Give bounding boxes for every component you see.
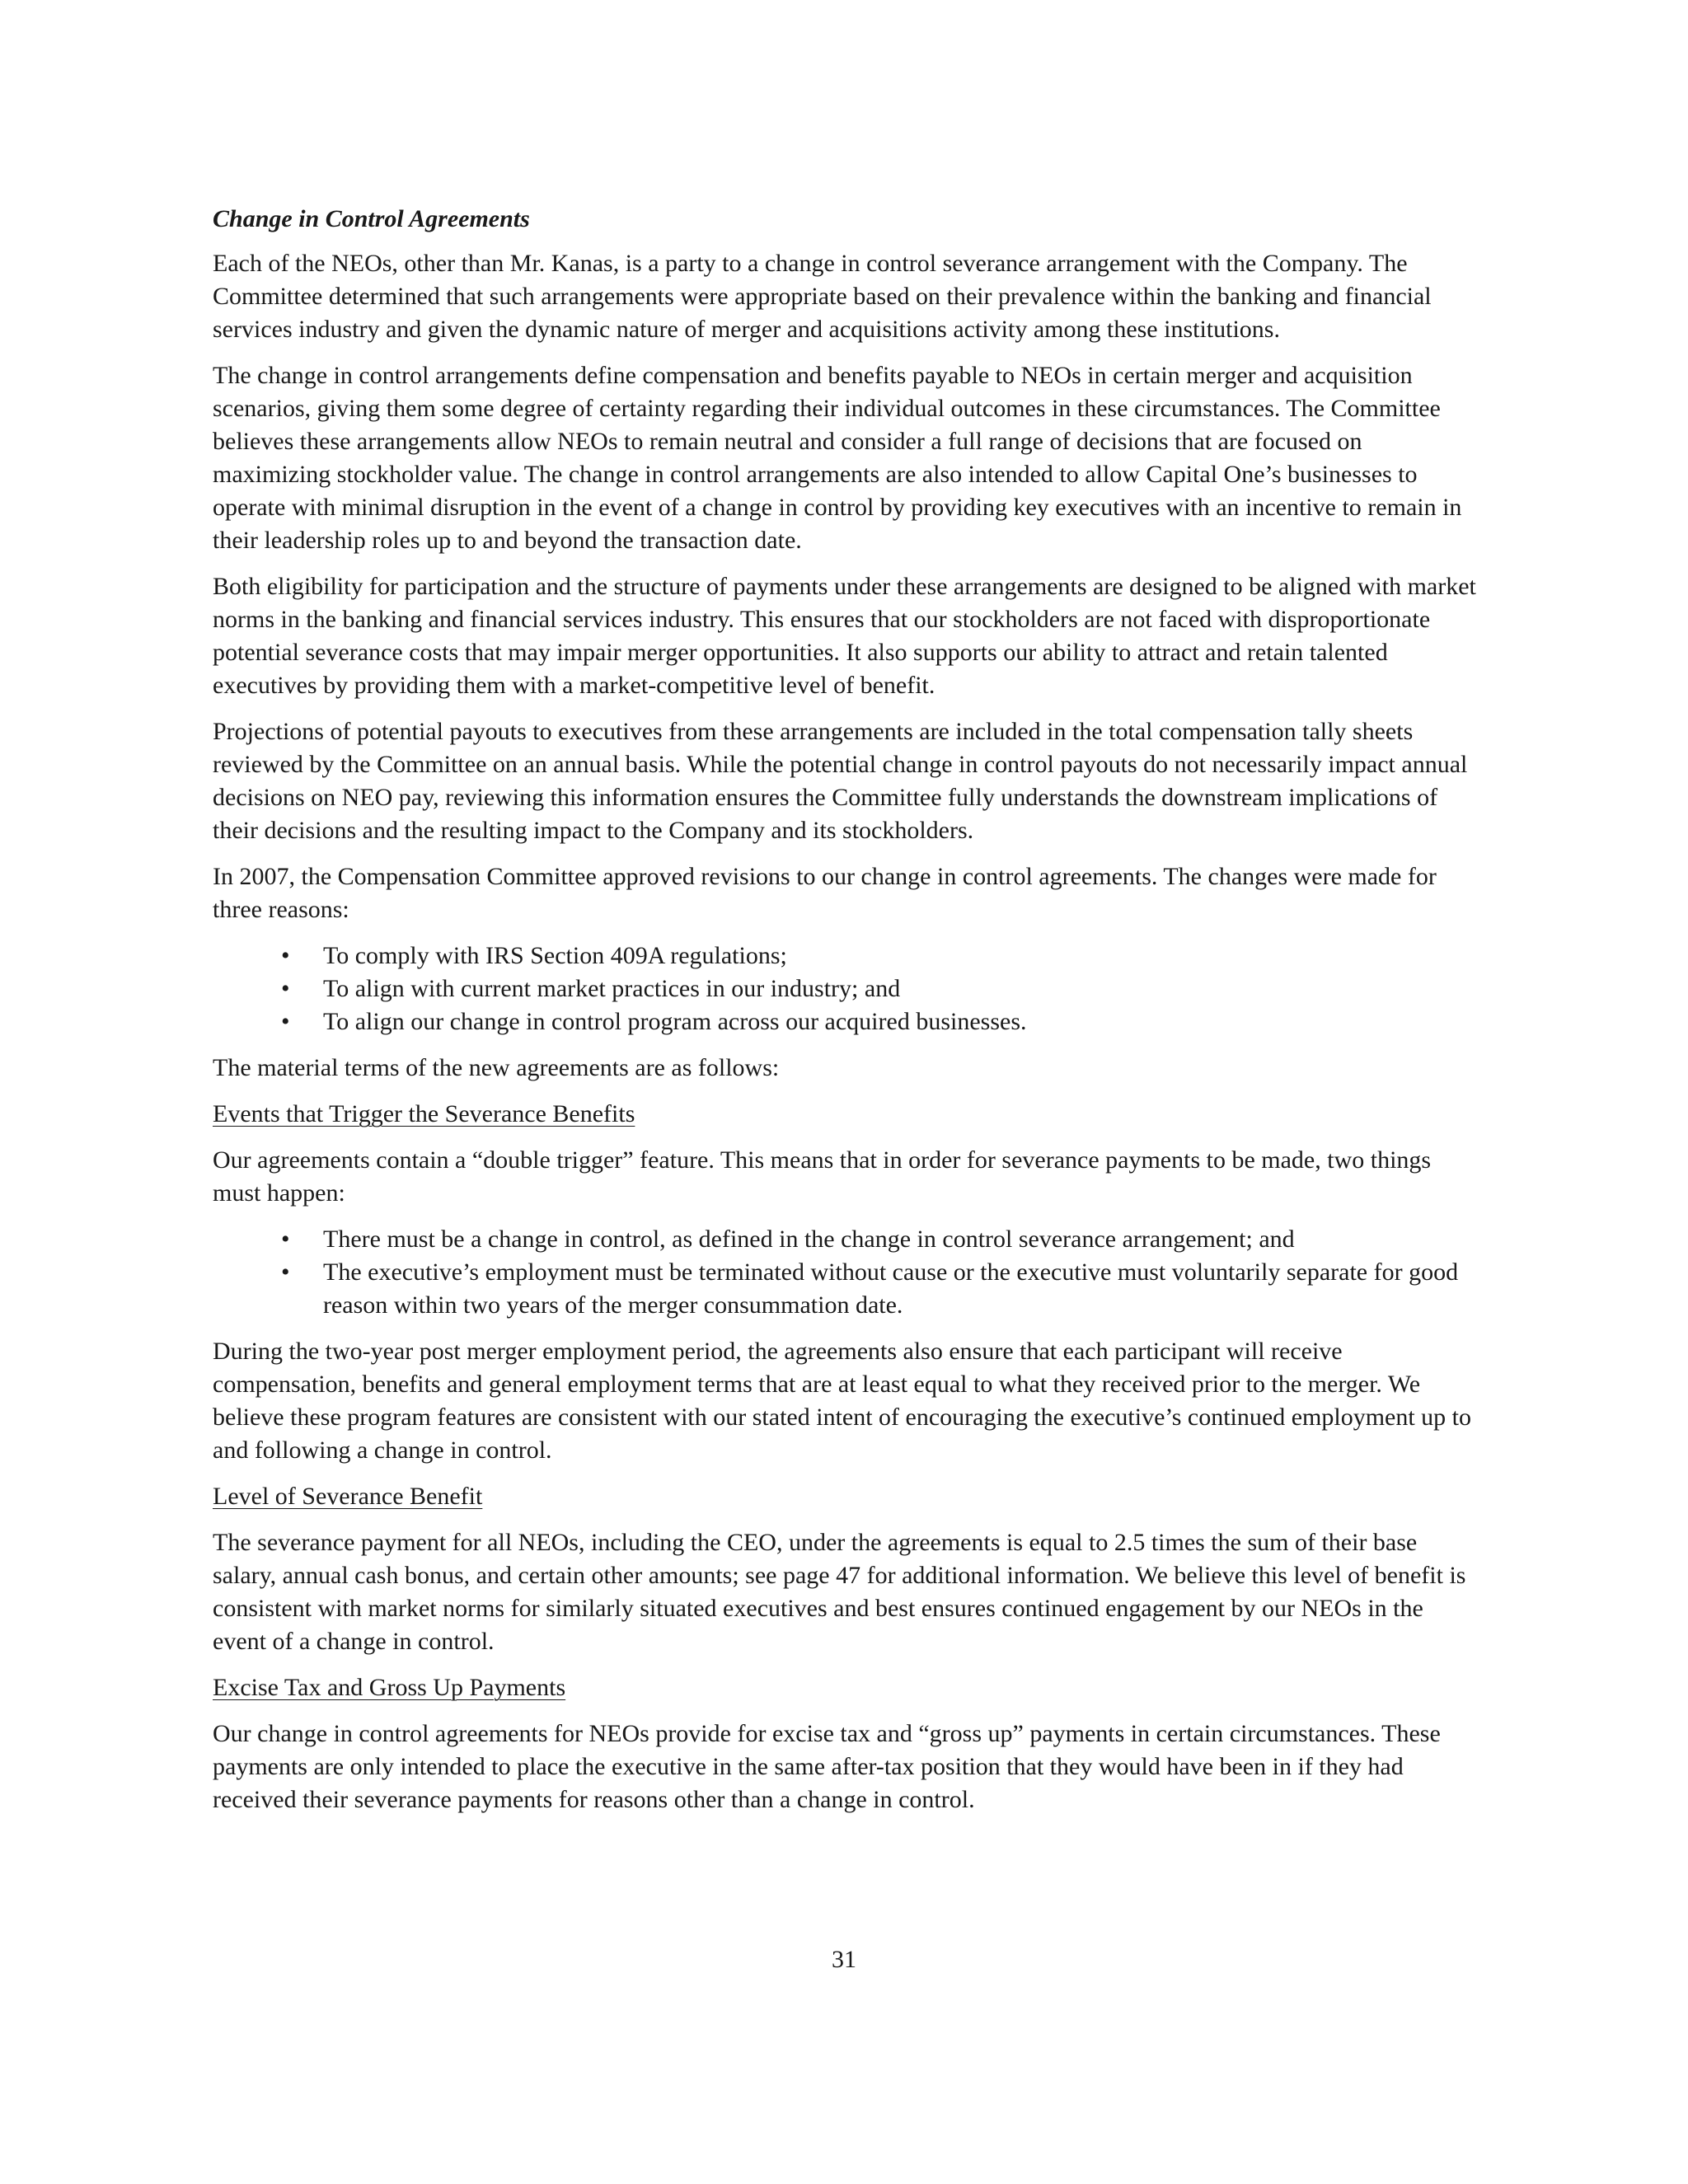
paragraph-revisions: In 2007, the Compensation Committee approved revisions to our change in control agreements. The changes were made for three reasons:	[213, 863, 1437, 923]
paragraph-projections: Projections of potential payouts to executives from these arrangements are included in the total compensation tally sheets reviewed by the Committee on an annual basis. While the potential change in control payouts do not necessarily impact annual decisions on NEO pay, reviewing this information ensures the Committee fully understands the downstream implications of their decisions and the resulting impact to the Company and its stockholders.	[213, 718, 1468, 844]
bullet-icon: •	[281, 942, 290, 969]
paragraph-excise-tax: Our change in control agreements for NEOs provide for excise tax and “gross up” payments in certain circumstances. These payments are only intended to place the executive in the same after-tax position that they would have been in if they had received their severance payments for reasons other than a change in control.	[213, 1720, 1441, 1813]
bullet-icon: •	[281, 1258, 290, 1286]
list-item-text: The executive’s employment must be terminated without cause or the executive must voluntarily separate for good reason within two years of the merger consummation date.	[323, 1258, 1459, 1319]
list-item	[213, 1223, 1482, 1256]
list-item	[213, 1256, 1482, 1322]
subheading-events-text: Events that Trigger the Severance Benefits	[213, 1100, 635, 1127]
subheading-excise	[213, 1671, 1482, 1704]
list-item-text: To align with current market practices in our industry; and	[323, 975, 901, 1002]
bullet-icon: •	[281, 975, 290, 1002]
bullet-icon: •	[281, 1226, 290, 1253]
list-item-text: To align our change in control program across our acquired businesses.	[323, 1008, 1027, 1035]
list-item-text: To comply with IRS Section 409A regulations;	[323, 942, 787, 969]
document-page	[213, 203, 1482, 1830]
paragraph-severance-payment: The severance payment for all NEOs, including the CEO, under the agreements is equal to 2.5 times the sum of their base salary, annual cash bonus, and certain other amounts; see page 47 for additional information. We believe this level of benefit is consistent with market norms for similarly situated executives and best ensures continued engagement by our NEOs in the event of a change in control.	[213, 1529, 1466, 1655]
subheading-level	[213, 1480, 1482, 1513]
list-item	[213, 1005, 1482, 1038]
paragraph-intro: Each of the NEOs, other than Mr. Kanas, is a party to a change in control severance arrangement with the Company. The Committee determined that such arrangements were appropriate based on their prevalence within the banking and financial services industry and given the dynamic nature of merger and acquisitions activity among these institutions.	[213, 250, 1432, 343]
list-item-text: There must be a change in control, as defined in the change in control severance arrangement; and	[323, 1226, 1295, 1253]
paragraph-eligibility: Both eligibility for participation and the structure of payments under these arrangements are designed to be aligned with market norms in the banking and financial services industry. This ensures that our stockholders are not faced with disproportionate potential severance costs that may impair merger opportunities. It also supports our ability to attract and retain talented executives by providing them with a market-competitive level of benefit.	[213, 573, 1476, 699]
section-title: Change in Control Agreements	[213, 205, 530, 232]
paragraph-arrangements: The change in control arrangements define compensation and benefits payable to NEOs in certain merger and acquisition scenarios, giving them some degree of certainty regarding their individual outcomes in these circumstances. The Committee believes these arrangements allow NEOs to remain neutral and consider a full range of decisions that are focused on maximizing stockholder value. The change in control arrangements are also intended to allow Capital One’s businesses to operate with minimal disruption in the event of a change in control by providing key executives with an incentive to remain in their leadership roles up to and beyond the transaction date.	[213, 362, 1462, 554]
subheading-excise-text: Excise Tax and Gross Up Payments	[213, 1674, 566, 1701]
subheading-level-text: Level of Severance Benefit	[213, 1483, 483, 1510]
paragraph-post-merger: During the two-year post merger employment period, the agreements also ensure that each participant will receive compensation, benefits and general employment terms that are at least equal to what they received prior to the merger. We believe these program features are consistent with our stated intent of encouraging the executive’s continued employment up to and following a change in control.	[213, 1338, 1472, 1464]
reasons-list	[213, 940, 1482, 1038]
subheading-events	[213, 1098, 1482, 1131]
bullet-icon: •	[281, 1008, 290, 1035]
paragraph-double-trigger: Our agreements contain a “double trigger” feature. This means that in order for severance payments to be made, two things must happen:	[213, 1146, 1432, 1207]
list-item	[213, 972, 1482, 1005]
page-number: 31	[832, 1946, 856, 1973]
paragraph-material-terms: The material terms of the new agreements are as follows:	[213, 1054, 780, 1081]
trigger-list	[213, 1223, 1482, 1322]
list-item	[213, 940, 1482, 972]
